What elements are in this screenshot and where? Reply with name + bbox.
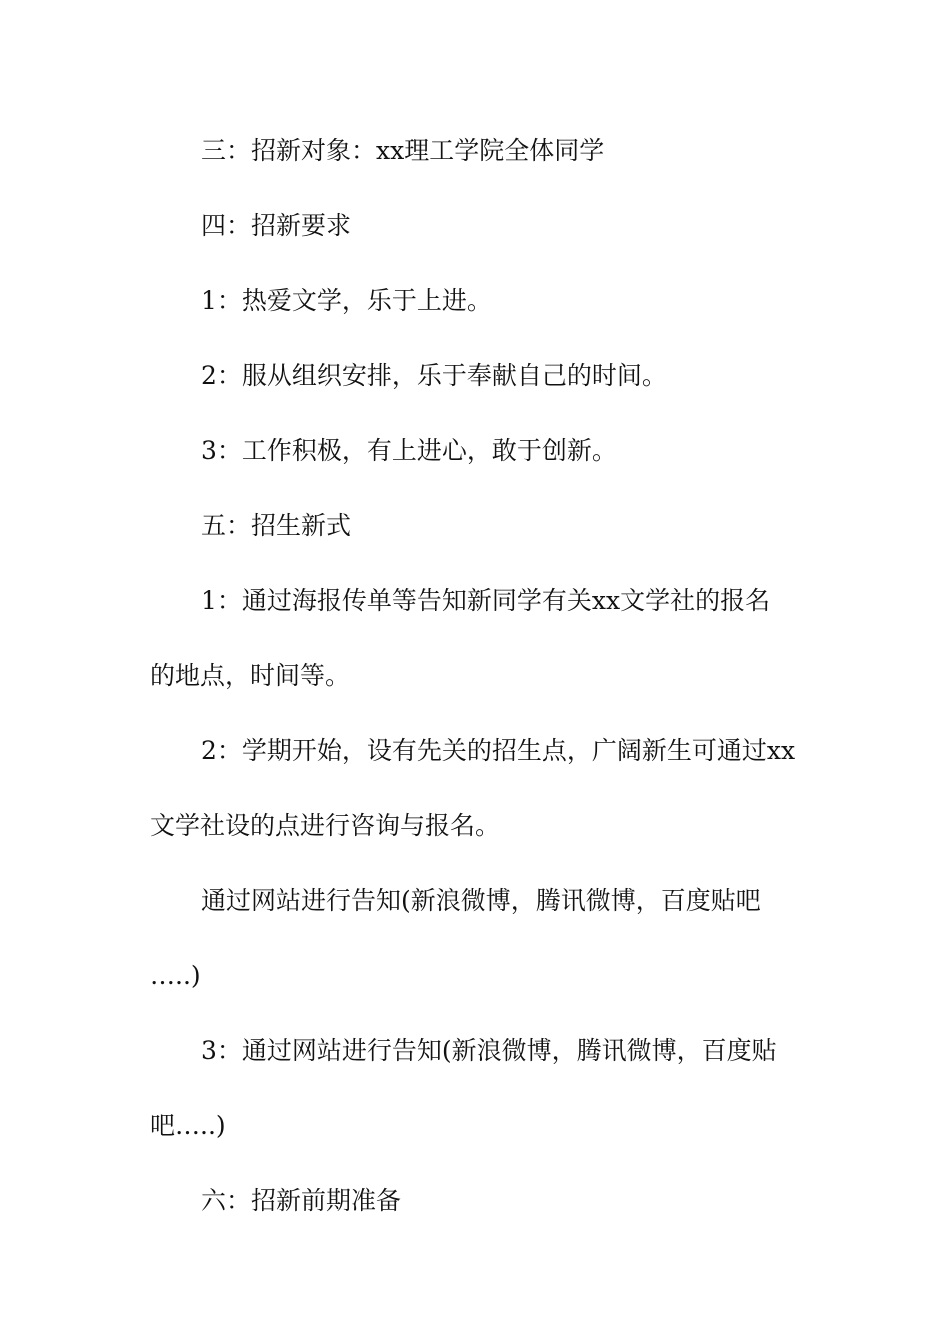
method-item-3-line-1: 3：通过网站进行告知(新浪微博，腾讯微博，百度贴 xyxy=(201,1036,777,1065)
method-item-1-line-1: 1：通过海报传单等告知新同学有关xx文学社的报名 xyxy=(201,586,771,615)
section-three-heading: 三：招新对象：xx理工学院全体同学 xyxy=(201,136,605,165)
requirement-item-1: 1：热爱文学，乐于上进。 xyxy=(201,286,492,315)
section-six-heading: 六：招新前期准备 xyxy=(201,1186,402,1215)
section-four-heading: 四：招新要求 xyxy=(201,211,352,240)
method-item-3-line-2: 吧…..) xyxy=(150,1111,226,1140)
section-five-heading: 五：招生新式 xyxy=(201,511,352,540)
requirement-item-2: 2：服从组织安排，乐于奉献自己的时间。 xyxy=(201,361,667,390)
website-note-line-2: …..) xyxy=(150,961,201,990)
method-item-1-line-2: 的地点，时间等。 xyxy=(150,661,351,690)
method-item-2-line-2: 文学社设的点进行咨询与报名。 xyxy=(150,811,501,840)
requirement-item-3: 3：工作积极，有上进心，敢于创新。 xyxy=(201,436,617,465)
website-note-line-1: 通过网站进行告知(新浪微博，腾讯微博，百度贴吧 xyxy=(201,886,761,915)
method-item-2-line-1: 2：学期开始，设有先关的招生点，广阔新生可通过xx xyxy=(201,736,796,765)
